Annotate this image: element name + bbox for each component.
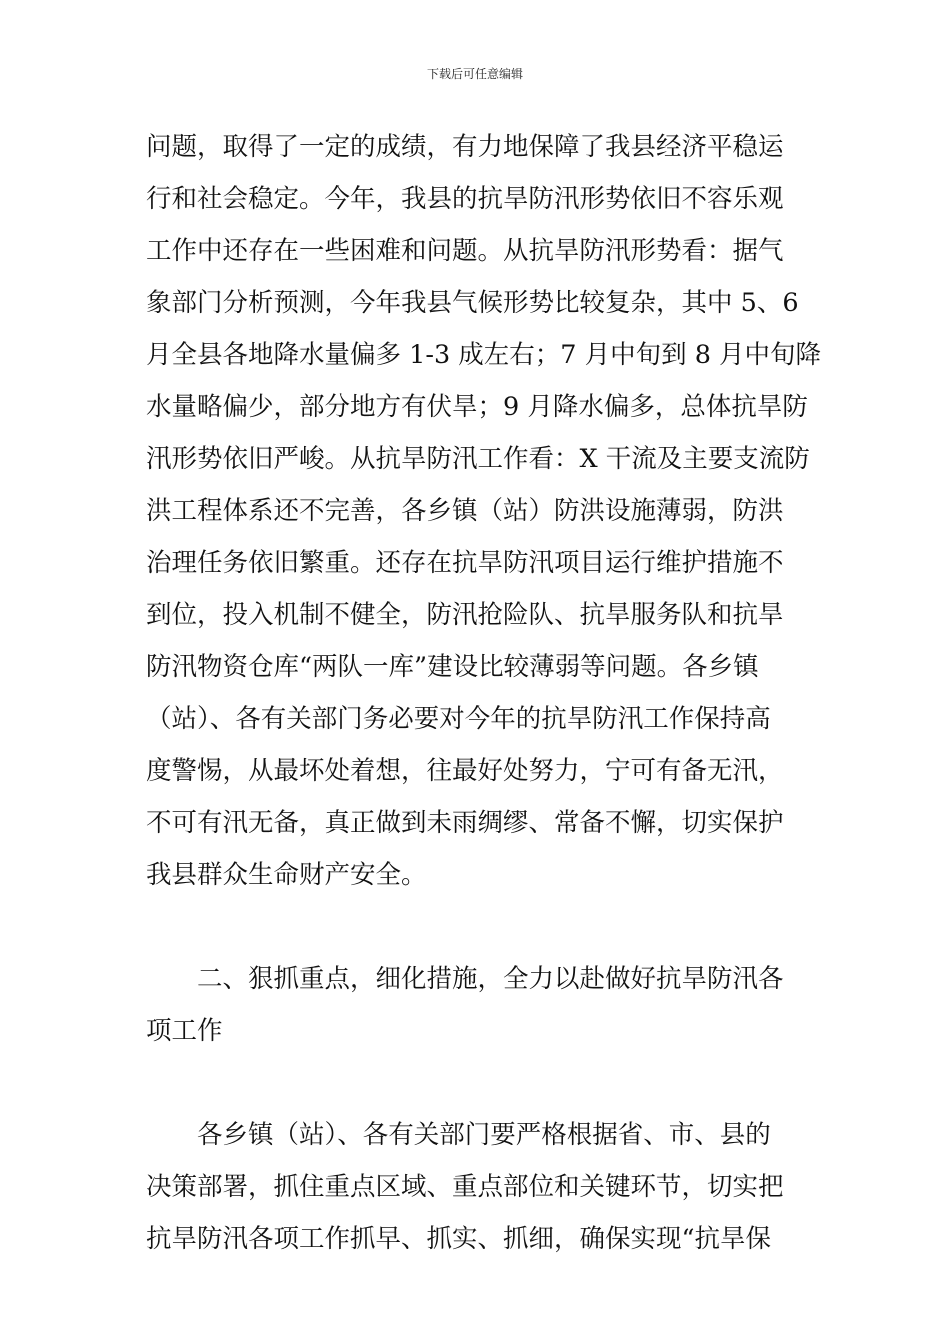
text-line: 治理任务依旧繁重。还存在抗旱防汛项目运行维护措施不 <box>146 548 784 578</box>
section-heading-line: 项工作 <box>146 1016 223 1046</box>
text-line: 各乡镇（站）、各有关部门要严格根据省、市、县的 <box>197 1120 771 1150</box>
text-line: 决策部署，抓住重点区域、重点部位和关键环节，切实把 <box>146 1172 784 1202</box>
text-line: 抗旱防汛各项工作抓早、抓实、抓细，确保实现“抗旱保 <box>146 1224 772 1254</box>
text-line: 到位，投入机制不健全，防汛抢险队、抗旱服务队和抗旱 <box>146 600 784 630</box>
section-heading-line: 二、狠抓重点，细化措施，全力以赴做好抗旱防汛各 <box>197 964 784 994</box>
text-line: 防汛物资仓库“两队一库”建设比较薄弱等问题。各乡镇 <box>146 652 759 682</box>
text-line: 月全县各地降水量偏多 1-3 成左右；7 月中旬到 8 月中旬降 <box>146 340 822 370</box>
text-line: 问题，取得了一定的成绩，有力地保障了我县经济平稳运 <box>146 132 784 162</box>
text-line: （站）、各有关部门务必要对今年的抗旱防汛工作保持高 <box>146 704 771 734</box>
page-header: 下载后可任意编辑 <box>426 67 523 81</box>
text-line: 度警惕，从最坏处着想，往最好处努力，宁可有备无汛， <box>146 756 784 786</box>
text-line: 行和社会稳定。今年，我县的抗旱防汛形势依旧不容乐观 <box>146 184 784 214</box>
text-line: 不可有汛无备，真正做到未雨绸缪、常备不懈，切实保护 <box>146 808 784 838</box>
text-line: 我县群众生命财产安全。 <box>146 860 427 890</box>
text-line: 汛形势依旧严峻。从抗旱防汛工作看：X 干流及主要支流防 <box>146 444 810 474</box>
text-line: 工作中还存在一些困难和问题。从抗旱防汛形势看：据气 <box>146 236 784 266</box>
text-line: 洪工程体系还不完善，各乡镇（站）防洪设施薄弱，防洪 <box>146 496 784 526</box>
text-line: 象部门分析预测，今年我县气候形势比较复杂，其中 5、6 <box>146 288 799 318</box>
text-line: 水量略偏少，部分地方有伏旱；9 月降水偏多，总体抗旱防 <box>146 392 808 422</box>
